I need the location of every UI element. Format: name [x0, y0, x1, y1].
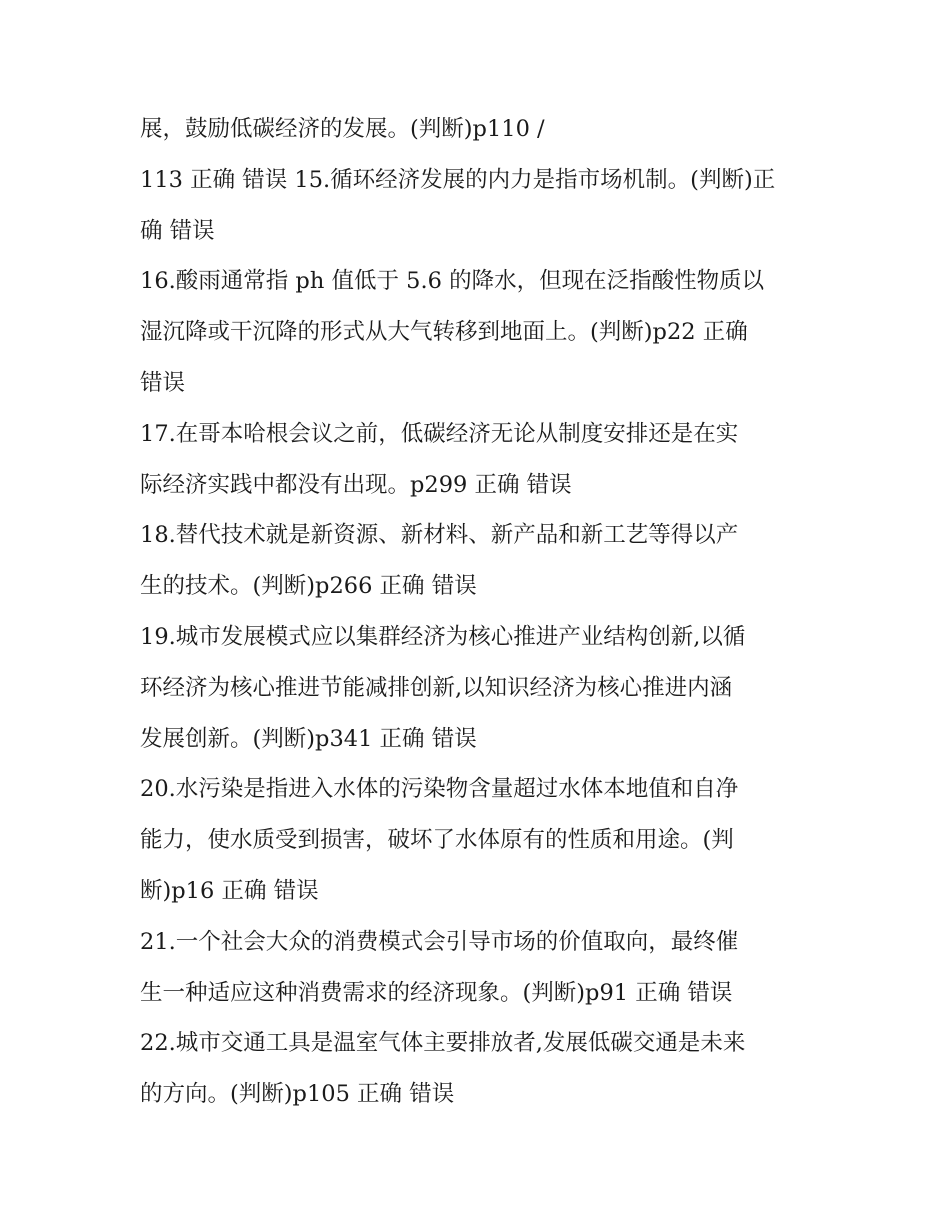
text-line: 能力，使水质受到损害，破坏了水体原有的性质和用途。(判	[140, 827, 734, 854]
text-line: 18.替代技术就是新资源、新材料、新产品和新工艺等得以产	[140, 522, 739, 549]
text-line: 环经济为核心推进节能减排创新,以知识经济为核心推进内涵	[140, 674, 733, 701]
text-line: 生的技术。(判断)p266 正确 错误	[140, 573, 477, 600]
text-line: 生一种适应这种消费需求的经济现象。(判断)p91 正确 错误	[140, 979, 733, 1006]
text-line: 16.酸雨通常指 ph 值低于 5.6 的降水，但现在泛指酸性物质以	[140, 268, 765, 295]
text-line: 19.城市发展模式应以集群经济为核心推进产业结构创新,以循	[140, 623, 746, 650]
text-line: 113 正确 错误 15.循环经济发展的内力是指市场机制。(判断)正	[140, 166, 776, 193]
text-line: 发展创新。(判断)p341 正确 错误	[140, 725, 477, 752]
text-line: 的方向。(判断)p105 正确 错误	[140, 1081, 455, 1108]
text-line: 确 错误	[140, 217, 215, 244]
text-line: 际经济实践中都没有出现。p299 正确 错误	[140, 471, 572, 498]
text-line: 展，鼓励低碳经济的发展。(判断)p110 /	[140, 116, 545, 142]
text-line: 错误	[140, 369, 186, 396]
document-body	[140, 104, 810, 1120]
text-line: 21.一个社会大众的消费模式会引导市场的价值取向，最终催	[140, 928, 739, 955]
text-line: 断)p16 正确 错误	[140, 877, 319, 904]
text-line: 17.在哥本哈根会议之前，低碳经济无论从制度安排还是在实	[140, 420, 739, 447]
text-line: 湿沉降或干沉降的形式从大气转移到地面上。(判断)p22 正确	[140, 319, 748, 346]
text-line: 20.水污染是指进入水体的污染物含量超过水体本地值和自净	[140, 776, 739, 803]
text-line: 22.城市交通工具是温室气体主要排放者,发展低碳交通是未来	[140, 1030, 746, 1057]
